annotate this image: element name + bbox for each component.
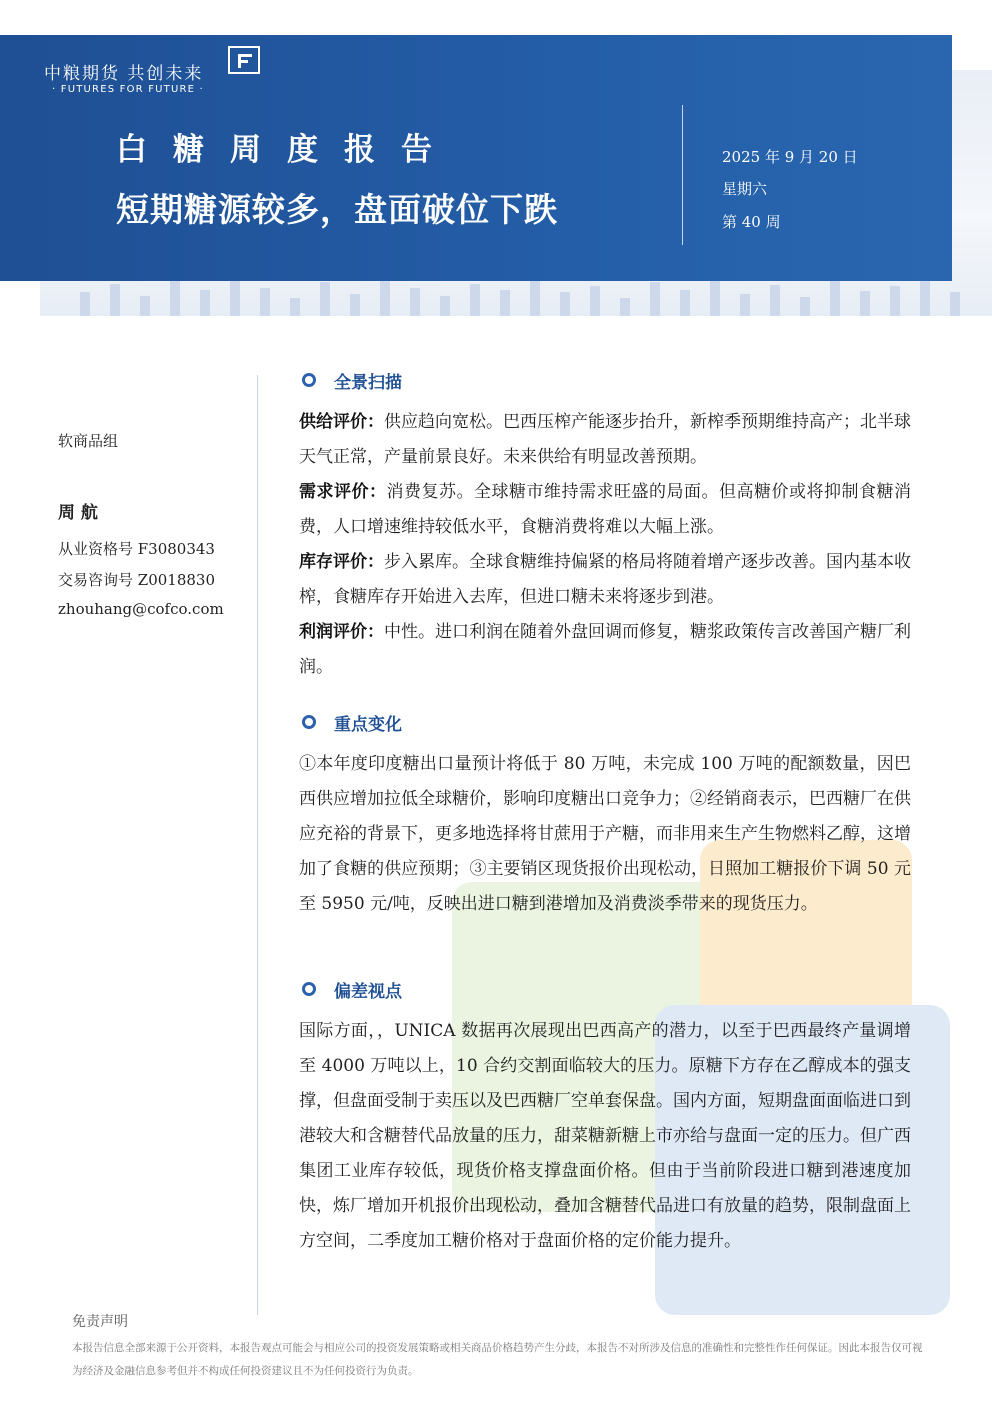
demand-text: 消费复苏。全球糖市维持需求旺盛的局面。但高糖价或将抑制食糖消费，人口增速维持较低水平，食糖消费将难以大幅上涨。 [299, 482, 911, 537]
supply-evaluation [299, 405, 911, 475]
disclaimer-title: 免责声明 [72, 1314, 128, 1330]
research-group: 软商品组 [58, 432, 119, 450]
disclaimer-text: 本报告信息全部来源于公开资料，本报告观点可能会与相应公司的投资发展策略或相关商品价格趋势产生分歧，本报告不对所涉及信息的准确性和完整性作任何保证。因此本报告仅可视为经济及金融信息参考但并不构成任何投资建议且不为任何投资行为负责。 [72, 1342, 923, 1377]
report-type: 白糖周度报告 [116, 132, 458, 168]
changes-paragraph: ①本年度印度糖出口量预计将低于 80 万吨，未完成 100 万吨的配额数量，因巴西供应增加拉低全球糖价，影响印度糖出口竞争力；②经销商表示，巴西糖厂在供应充裕的背景下，更多地选择将甘蔗用于产糖，而非用来生产生物燃料乙醇，这增加了食糖的供应预期；③主要销区现货报价出现松动，日照加工糖报价下调 50 元至 5950 元/吨，反映出进口糖到港增加及消费淡季带来的现货压力。 [299, 754, 911, 914]
section-heading-overview: 全景扫描 [334, 373, 402, 393]
qualification-number: 从业资格号 F3080343 [58, 540, 215, 558]
supply-label: 供给评价： [299, 412, 384, 432]
profit-evaluation [299, 615, 911, 685]
report-date: 2025 年 9 月 20 日 [722, 148, 858, 166]
section-heading-changes: 重点变化 [334, 715, 402, 735]
section-heading-views: 偏差视点 [334, 982, 402, 1002]
inventory-text: 步入累库。全球食糖维持偏紧的格局将随着增产逐步改善。国内基本收榨，食糖库存开始进入去库，但进口糖未来将逐步到港。 [299, 552, 911, 607]
report-weekday: 星期六 [722, 180, 768, 198]
profit-label: 利润评价： [299, 622, 384, 642]
bullet-icon [302, 715, 316, 729]
overview-paragraph [299, 405, 911, 685]
profit-text: 中性。进口利润在随着外盘回调而修复，糖浆政策传言改善国产糖厂利润。 [299, 622, 911, 677]
report-title: 短期糖源较多，盘面破位下跌 [116, 190, 558, 229]
report-week: 第 40 周 [722, 213, 781, 231]
cofco-logo-icon [228, 46, 260, 74]
bullet-icon [302, 373, 316, 387]
demand-label: 需求评价： [299, 482, 387, 502]
demand-evaluation [299, 475, 911, 545]
bullet-icon [302, 982, 316, 996]
supply-text: 供应趋向宽松。巴西压榨产能逐步抬升，新榨季预期维持高产；北半球天气正常，产量前景良好。未来供给有明显改善预期。 [299, 412, 911, 467]
header-divider [682, 105, 683, 245]
inventory-label: 库存评价： [299, 552, 384, 572]
sidebar-divider [257, 375, 258, 1315]
author-name: 周 航 [58, 503, 98, 523]
author-email[interactable]: zhouhang@cofco.com [58, 600, 224, 618]
inventory-evaluation [299, 545, 911, 615]
consulting-number: 交易咨询号 Z0018830 [58, 571, 215, 589]
brand-slogan: · FUTURES FOR FUTURE · [52, 84, 204, 95]
views-paragraph: 国际方面，，UNICA 数据再次展现出巴西高产的潜力，以至于巴西最终产量调增至 4000 万吨以上，10 合约交割面临较大的压力。原糖下方存在乙醇成本的强支撑，但盘面受制于卖压以及巴西糖厂空单套保盘。国内方面，短期盘面面临进口到港较大和含糖替代品放量的压力，甜菜糖新糖上市亦给与盘面一定的压力。但广西集团工业库存较低，现货价格支撑盘面价格。但由于当前阶段进口糖到港速度加快，炼厂增加开机报价出现松动，叠加含糖替代品进口有放量的趋势，限制盘面上方空间，二季度加工糖价格对于盘面价格的定价能力提升。 [299, 1021, 911, 1251]
brand-name: 中粮期货 共创未来 [44, 64, 204, 84]
